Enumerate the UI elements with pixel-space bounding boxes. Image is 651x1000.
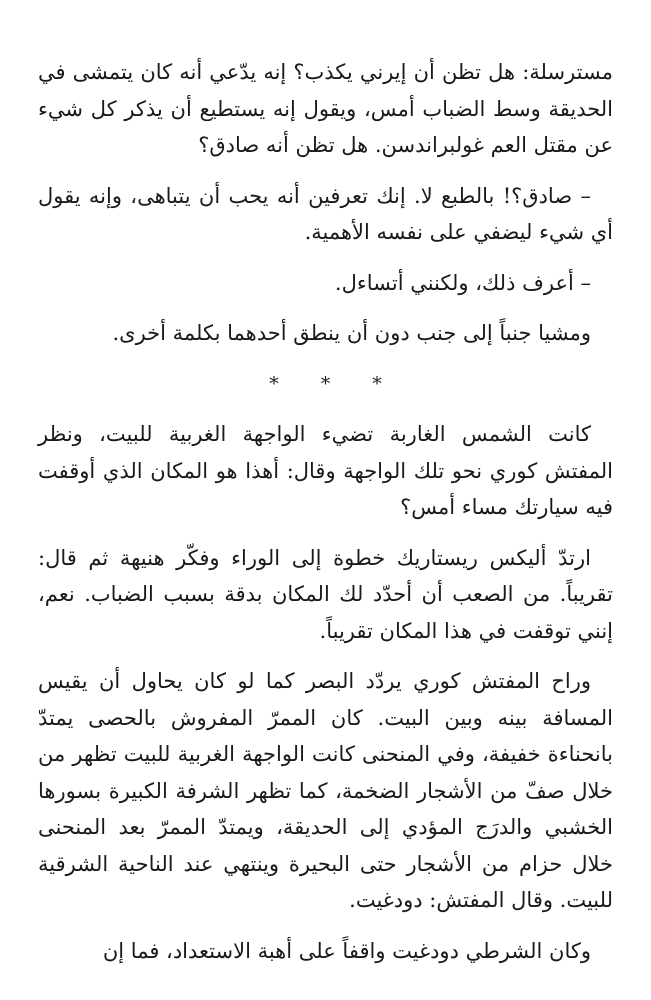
- paragraph-dialogue-3: – أعرف ذلك، ولكنني أتساءل.: [334, 270, 591, 295]
- paragraph-narration-2: كانت الشمس الغاربة تضيء الواجهة الغربية للبيت، ونظر المفتش كوري نحو تلك الواجهة وقال: أهذا هو المكان الذي أوقفت فيه سيارتك مساء أمس؟: [38, 422, 613, 519]
- paragraph-dialogue-1: مسترسلة: هل تظن أن إيرني يكذب؟ إنه يدّعي أنه كان يتمشى في الحديقة وسط الضباب أمس، ويقول إنه يستطيع أن يذكر كل شيء عن مقتل العم غولبراندسن. هل تظن أنه صادق؟: [38, 60, 613, 157]
- paragraph-narration-5: وكان الشرطي دودغيت واقفاً على أهبة الاستعداد، فما إن: [102, 938, 591, 963]
- paragraph-narration-4: وراح المفتش كوري يردّد البصر كما لو كان يحاول أن يقيس المسافة بينه وبين البيت. كان الممرّ المفروش بالحصى يمتدّ بانحناءة خفيفة، وفي المنحنى كانت الواجهة الغربية للبيت تظهر من خلال صفّ من الأشجار الضخمة، كما تظهر الشرفة الكبيرة بسورها الخشبي والدرَج المؤدي إلى الحديقة، ويمتدّ الممرّ بعد المنحنى خلال حزام من الأشجار حتى البحيرة وينتهي عند الناحية الشرقية للبيت. وقال المفتش: دودغيت.: [38, 669, 613, 912]
- paragraph-narration-3: ارتدّ أليكس ريستاريك خطوة إلى الوراء وفكّر هنيهة ثم قال: تقريباً. من الصعب أن أحدّد لك المكان بدقة بسبب الضباب. نعم، إنني توقفت في هذا المكان تقريباً.: [38, 545, 613, 643]
- paragraph-narration-1: ومشيا جنباً إلى جنب دون أن ينطق أحدهما بكلمة أخرى.: [112, 321, 591, 345]
- section-separator: * * *: [269, 372, 400, 395]
- paragraph-dialogue-2: – صادق؟! بالطبع لا. إنك تعرفين أنه يحب أن يتباهى، وإنه يقول أي شيء ليضفي على نفسه الأهمية.: [38, 183, 613, 244]
